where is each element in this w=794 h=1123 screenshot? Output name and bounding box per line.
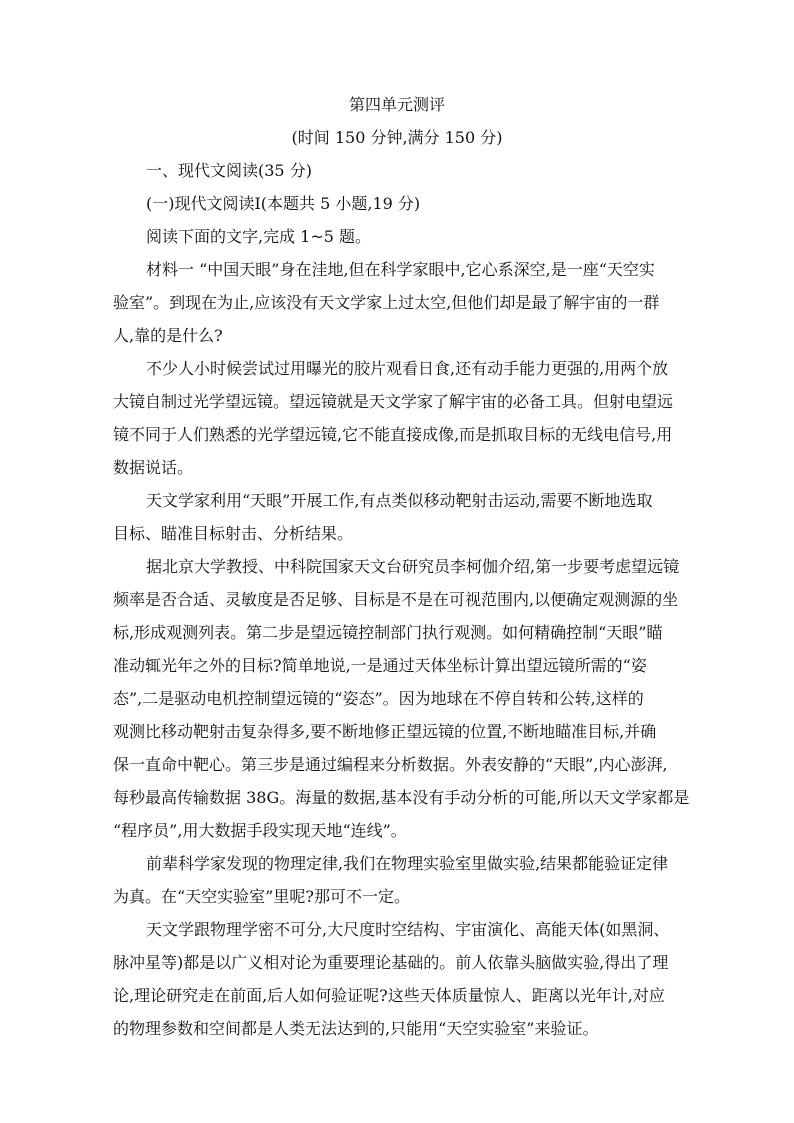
paragraph-line: 的物理参数和空间都是人类无法达到的,只能用“天空实验室”来验证。 [113,1019,599,1038]
page-subtitle: (时间 150 分钟,满分 150 分) [291,128,503,147]
paragraph-line: 为真。在“天空实验室”里呢?那可不一定。 [113,887,410,906]
paragraph-line: 频率是否合适、灵敏度是否足够、目标是不是在可视范围内,以便确定观测源的坐 [113,590,679,609]
paragraph-line: 每秒最高传输数据 38G。海量的数据,基本没有手动分析的可能,所以天文学家都是 [113,788,690,807]
paragraph-line: 不少人小时候尝试过用曝光的胶片观看日食,还有动手能力更强的,用两个放 [146,359,669,378]
paragraph-line: 脉冲星等)都是以广义相对论为重要理论基础的。前人依靠头脑做实验,得出了理 [113,953,669,972]
paragraph-line: 前辈科学家发现的物理定律,我们在物理实验室里做实验,结果都能验证定律 [146,854,669,873]
subsection-heading: (一)现代文阅读Ⅰ(本题共 5 小题,19 分) [146,194,421,213]
paragraph-line: 态”,二是驱动电机控制望远镜的“姿态”。因为地球在不停自转和公转,这样的 [113,689,644,708]
instruction-text: 阅读下面的文字,完成 1~5 题。 [146,227,372,246]
paragraph-line: “程序员”,用大数据手段实现天地“连线”。 [113,821,407,840]
paragraph-line: 验室”。到现在为止,应该没有天文学家上过太空,但他们却是最了解宇宙的一群 [113,293,660,312]
paragraph-line: 天文学家利用“天眼”开展工作,有点类似移动靶射击运动,需要不断地选取 [146,491,653,510]
paragraph-line: 数据说话。 [113,458,194,477]
paragraph-line: 目标、瞄准目标射击、分析结果。 [113,524,354,543]
paragraph-line: 标,形成观测列表。第二步是望远镜控制部门执行观测。如何精确控制“天眼”瞄 [113,623,663,642]
page-title: 第四单元测评 [348,95,445,114]
paragraph-line: 天文学跟物理学密不可分,大尺度时空结构、宇宙演化、高能天体(如黑洞、 [146,920,670,939]
paragraph-line: 论,理论研究走在前面,后人如何验证呢?这些天体质量惊人、距离以光年计,对应 [113,986,665,1005]
paragraph-line: 准动辄光年之外的目标?简单地说,一是通过天体坐标计算出望远镜所需的“姿 [113,656,647,675]
paragraph-line: 人,靠的是什么? [113,326,223,345]
paragraph-line: 观测比移动靶射击复杂得多,要不断地修正望远镜的位置,不断地瞄准目标,并确 [113,722,657,741]
paragraph-line: 据北京大学教授、中科院国家天文台研究员李柯伽介绍,第一步要考虑望远镜 [146,557,680,576]
paragraph-line: 材料一 “中国天眼”身在洼地,但在科学家眼中,它心系深空,是一座“天空实 [146,260,655,279]
paragraph-line: 大镜自制过光学望远镜。望远镜就是天文学家了解宇宙的必备工具。但射电望远 [113,392,674,411]
paragraph-line: 保一直命中靶心。第三步是通过编程来分析数据。外表安静的“天眼”,内心澎湃, [113,755,668,774]
section-heading: 一、现代文阅读(35 分) [146,161,312,180]
paragraph-line: 镜不同于人们熟悉的光学望远镜,它不能直接成像,而是抓取目标的无线电信号,用 [113,425,673,444]
